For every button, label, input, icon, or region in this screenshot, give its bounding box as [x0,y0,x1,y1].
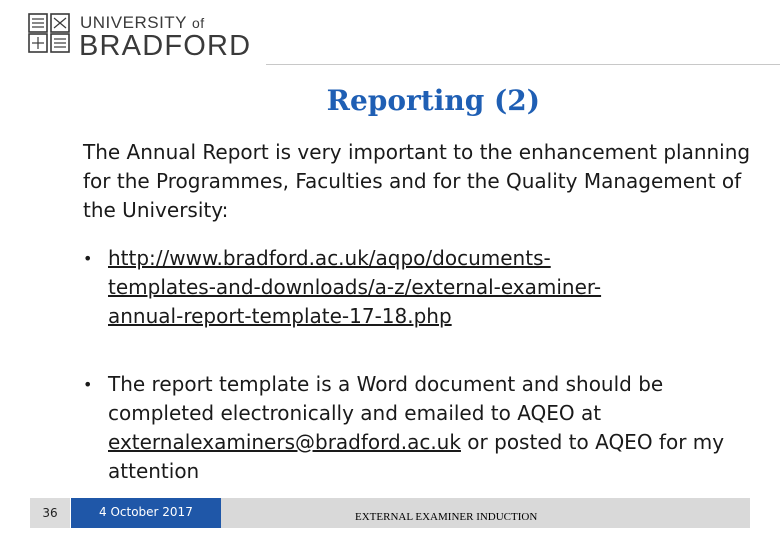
report-template-link[interactable]: http://www.bradford.ac.uk/aqpo/documents- templates-and-downloads/a-z/external-examiner- annual-report-template-17-18.php [108,246,602,328]
logo-bradford-text: BRADFORD [79,30,252,62]
examiner-email-link[interactable]: externalexaminers@bradford.ac.uk [108,430,461,454]
bullet-template-item [83,370,758,486]
slide-title: Reporting (2) [326,84,540,117]
footer-label: EXTERNAL EXAMINER INDUCTION [355,511,538,523]
bullet-icon: • [83,249,93,268]
header-rule [266,64,780,65]
footer-date: 4 October 2017 [71,498,221,528]
university-logo [27,12,252,62]
bullet-icon: • [83,375,93,394]
intro-paragraph: The Annual Report is very important to the enhancement planning for the Programmes, Faculties and for the Quality Management of the University: [83,140,751,222]
crest-icon [27,12,71,54]
bullet-link-item [83,244,743,331]
logo-university-text: UNIVERSITY of [80,13,205,32]
page-number: 36 [30,498,71,528]
bullet-text: The report template is a Word document and should be completed electronically and emailed to AQEO at externalexaminers@bradford.ac.uk or posted to AQEO for my attention [108,372,725,483]
